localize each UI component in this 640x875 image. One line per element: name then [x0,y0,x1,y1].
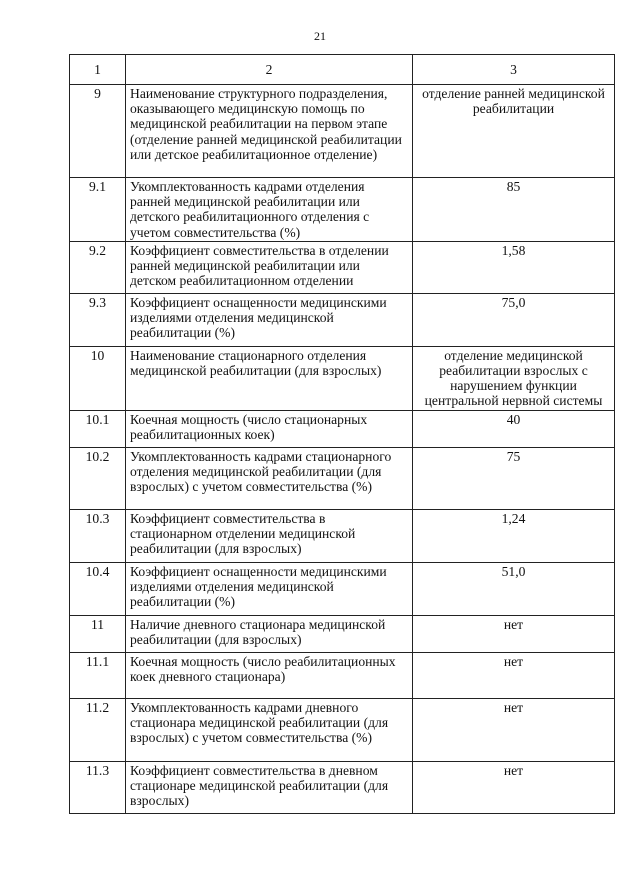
indicators-table [69,54,615,814]
table-row [70,293,615,346]
row-number: 11.3 [70,761,126,813]
row-indicator: Укомплектованность кадрами отделения ранней медицинской реабилитации или детского реабилитационного отделения с учетом совместительства (%) [126,178,413,242]
page-number: 21 [314,29,326,43]
row-indicator: Коечная мощность (число реабилитационных коек дневного стационара) [126,652,413,698]
row-indicator: Укомплектованность кадрами дневного стационара медицинской реабилитации (для взрослых) с учетом совместительства (%) [126,698,413,761]
table-row [70,178,615,242]
table-row [70,410,615,447]
table-row [70,615,615,652]
row-value: 51,0 [413,562,615,615]
row-value: 1,24 [413,509,615,562]
column-header-number: 1 [70,55,126,85]
table-row [70,447,615,509]
row-number: 10.2 [70,447,126,509]
row-value: нет [413,761,615,813]
column-header-indicator: 2 [126,55,413,85]
row-indicator: Коэффициент оснащенности медицинскими изделиями отделения медицинской реабилитации (%) [126,293,413,346]
table-row [70,346,615,410]
row-number: 9.1 [70,178,126,242]
row-number: 9.2 [70,241,126,293]
table-row [70,652,615,698]
table-row [70,241,615,293]
table-row [70,509,615,562]
row-indicator: Коэффициент совместительства в стационарном отделении медицинской реабилитации (для взрослых) [126,509,413,562]
row-number: 9.3 [70,293,126,346]
row-number: 10.3 [70,509,126,562]
row-value: нет [413,615,615,652]
row-number: 9 [70,85,126,178]
row-number: 11.2 [70,698,126,761]
table-row [70,761,615,813]
table-row [70,562,615,615]
row-value: нет [413,698,615,761]
row-value: 1,58 [413,241,615,293]
row-indicator: Коэффициент оснащенности медицинскими изделиями отделения медицинской реабилитации (%) [126,562,413,615]
table-row [70,698,615,761]
row-number: 10 [70,346,126,410]
row-indicator: Коэффициент совместительства в отделении ранней медицинской реабилитации или детском реабилитационном отделении [126,241,413,293]
row-value: 75 [413,447,615,509]
row-value: 85 [413,178,615,242]
table-row [70,85,615,178]
row-number: 10.1 [70,410,126,447]
row-value: 40 [413,410,615,447]
row-number: 10.4 [70,562,126,615]
row-number: 11.1 [70,652,126,698]
row-indicator: Наименование стационарного отделения медицинской реабилитации (для взрослых) [126,346,413,410]
row-indicator: Наличие дневного стационара медицинской реабилитации (для взрослых) [126,615,413,652]
row-indicator: Укомплектованность кадрами стационарного отделения медицинской реабилитации (для взрослых) с учетом совместительства (%) [126,447,413,509]
column-header-value: 3 [413,55,615,85]
table-header-row [70,55,615,85]
row-number: 11 [70,615,126,652]
row-value: нет [413,652,615,698]
row-indicator: Коечная мощность (число стационарных реабилитационных коек) [126,410,413,447]
row-value: 75,0 [413,293,615,346]
row-indicator: Наименование структурного подразделения, оказывающего медицинскую помощь по медицинской реабилитации на первом этапе (отделение ранней медицинской реабилитации или детское реабилитационное отделение) [126,85,413,178]
row-indicator: Коэффициент совместительства в дневном стационаре медицинской реабилитации (для взрослых) [126,761,413,813]
row-value: отделение ранней медицинской реабилитации [413,85,615,178]
row-value: отделение медицинской реабилитации взрослых с нарушением функции центральной нервной системы [413,346,615,410]
